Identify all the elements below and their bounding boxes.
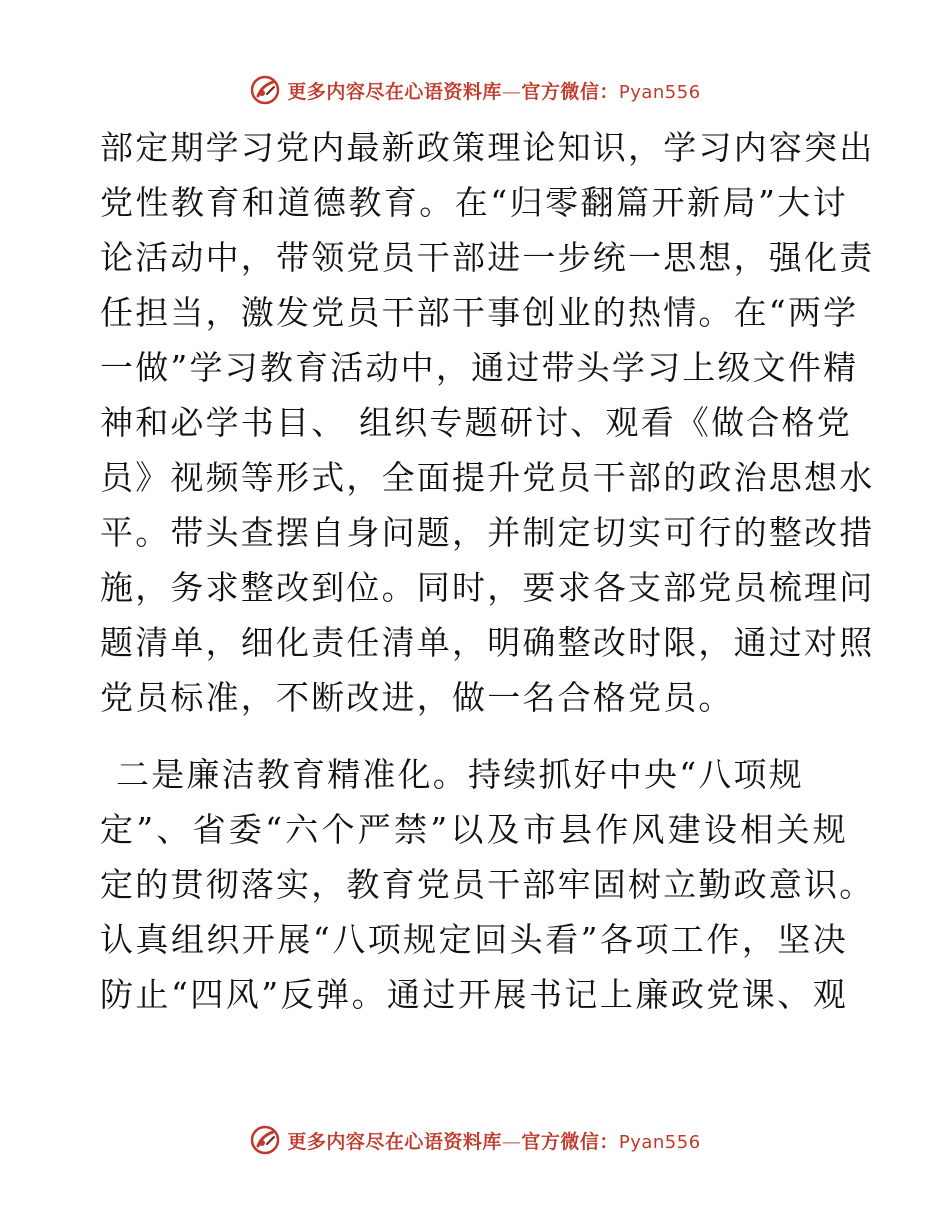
text-line: 防止“四风”反弹。通过开展书记上廉政党课、观 [100, 975, 848, 1014]
document-body [100, 120, 875, 1022]
text-line: 平。带头查摆自身问题，并制定切实可行的整改措 [100, 513, 875, 552]
text-line: 神和必学书目、 组织专题研讨、观看《做合格党 [100, 403, 852, 442]
text-line: 党员标准，不断改进，做一名合格党员。 [100, 678, 734, 717]
text-line: 任担当，激发党员干部干事创业的热情。在“两学 [100, 293, 859, 332]
paragraph-2 [100, 747, 875, 1022]
paragraph-1 [100, 120, 875, 725]
watermark-header [0, 72, 950, 108]
watermark-footer [0, 1122, 950, 1158]
text-line: 二是廉洁教育精准化。持续抓好中央“八项规 [116, 755, 804, 794]
text-line: 一做”学习教育活动中，通过带头学习上级文件精 [100, 348, 859, 387]
logo-icon [249, 74, 281, 106]
watermark-text: 更多内容尽在心语资料库—官方微信：Pyan556 [287, 1130, 701, 1153]
text-line: 题清单，细化责任清单，明确整改时限，通过对照 [100, 623, 875, 662]
text-line: 定的贯彻落实，教育党员干部牢固树立勤政意识。 [100, 865, 875, 904]
text-line: 施，务求整改到位。同时，要求各支部党员梳理问 [100, 568, 875, 607]
text-line: 认真组织开展“八项规定回头看”各项工作，坚决 [100, 920, 848, 959]
text-line: 定”、省委“六个严禁”以及市县作风建设相关规 [100, 810, 848, 849]
text-line: 党性教育和道德教育。在“归零翻篇开新局”大讨 [100, 183, 848, 222]
text-line: 论活动中，带领党员干部进一步统一思想，强化责 [100, 238, 875, 277]
text-line: 部定期学习党内最新政策理论知识，学习内容突出 [100, 128, 875, 167]
watermark-text: 更多内容尽在心语资料库—官方微信：Pyan556 [287, 80, 701, 103]
logo-icon [249, 1124, 281, 1156]
text-line: 员》视频等形式，全面提升党员干部的政治思想水 [100, 458, 875, 497]
